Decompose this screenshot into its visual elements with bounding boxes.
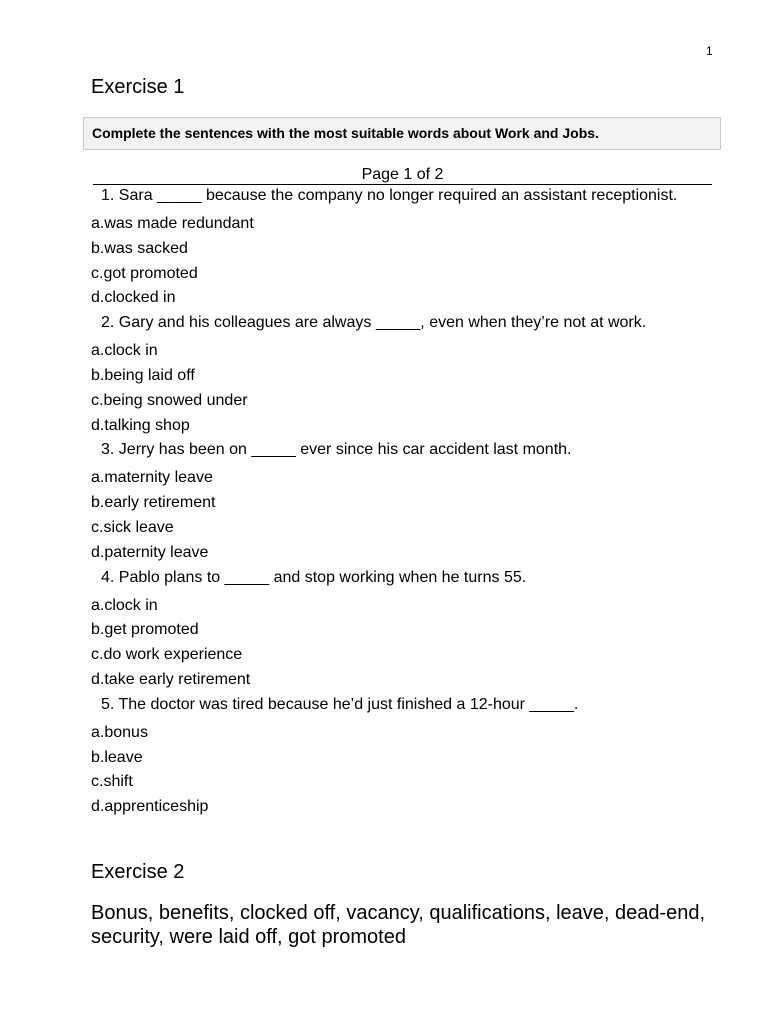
option-c[interactable]: c.shift: [91, 773, 133, 791]
option-c[interactable]: c.sick leave: [91, 518, 174, 536]
option-list: [91, 341, 721, 440]
option-list: [91, 596, 721, 695]
option-a[interactable]: a.bonus: [91, 723, 148, 741]
question-item: [91, 313, 721, 440]
option-a[interactable]: a.clock in: [91, 596, 158, 614]
question-text: 5. The doctor was tired because he’d just finished a 12-hour _____.: [101, 695, 579, 713]
question-item: [91, 440, 721, 567]
question-text: 3. Jerry has been on _____ ever since his car accident last month.: [101, 441, 572, 459]
option-a[interactable]: a.was made redundant: [91, 215, 254, 232]
option-d[interactable]: d.apprenticeship: [91, 798, 209, 816]
question-text: 2. Gary and his colleagues are always _____, even when they’re not at work.: [101, 314, 647, 332]
option-a[interactable]: a.clock in: [91, 342, 158, 360]
question-item: [91, 695, 721, 822]
option-d[interactable]: d.paternity leave: [91, 543, 209, 561]
question-text: 1. Sara _____ because the company no longer required an assistant receptionist.: [101, 187, 678, 204]
option-c[interactable]: c.got promoted: [91, 264, 198, 282]
option-c[interactable]: c.being snowed under: [91, 391, 248, 409]
option-list: [91, 468, 721, 567]
question-item: [91, 186, 721, 313]
question-text: 4. Pablo plans to _____ and stop working when he turns 55.: [101, 568, 527, 586]
exercise-1-title: Exercise 1: [91, 76, 185, 98]
question-item: [91, 568, 721, 695]
option-d[interactable]: d.take early retirement: [91, 670, 251, 688]
option-b[interactable]: b.get promoted: [91, 621, 199, 639]
exercise-2-title: Exercise 2: [91, 861, 185, 883]
page-number: 1: [706, 44, 713, 58]
page-indicator: Page 1 of 2: [93, 166, 712, 185]
question-list: [91, 186, 721, 822]
option-b[interactable]: b.being laid off: [91, 366, 195, 384]
option-c[interactable]: c.do work experience: [91, 646, 243, 664]
option-a[interactable]: a.maternity leave: [91, 469, 213, 487]
option-b[interactable]: b.early retirement: [91, 494, 216, 512]
instruction-box: Complete the sentences with the most suitable words about Work and Jobs.: [83, 117, 721, 150]
option-list: [91, 723, 721, 822]
option-d[interactable]: d.talking shop: [91, 416, 190, 434]
option-b[interactable]: b.leave: [91, 748, 143, 766]
option-list: [91, 214, 721, 313]
option-d[interactable]: d.clocked in: [91, 289, 176, 307]
option-b[interactable]: b.was sacked: [91, 239, 188, 257]
word-bank: Bonus, benefits, clocked off, vacancy, qualifications, leave, dead-end, security, were laid off, got promoted: [91, 902, 706, 948]
